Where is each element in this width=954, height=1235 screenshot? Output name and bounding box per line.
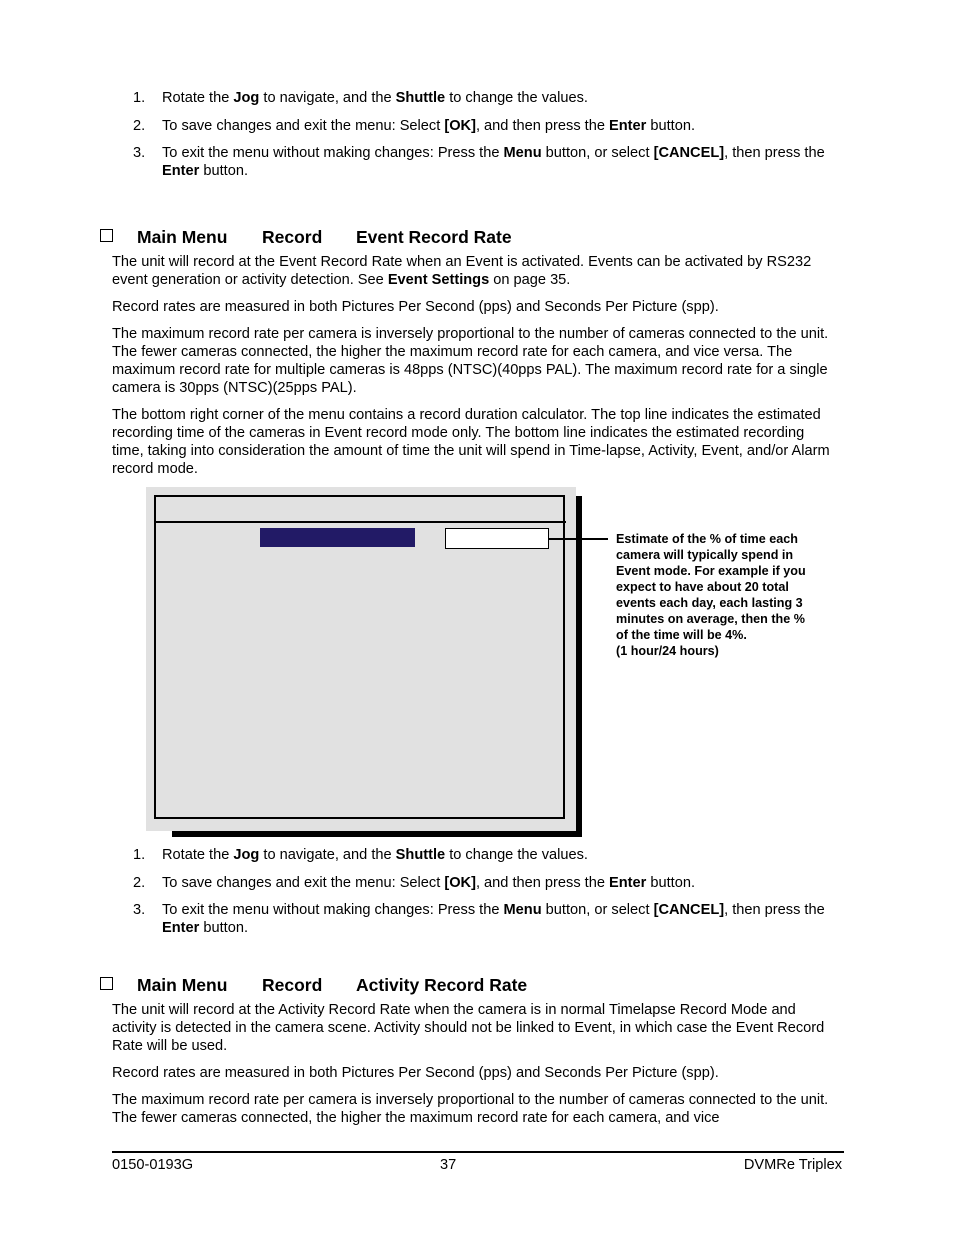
text-run: To exit the menu without making changes: Press the: [162, 902, 504, 918]
callout-line-text: (1 hour/24 hours): [616, 644, 719, 658]
step-item: [112, 117, 832, 135]
checkbox-bullet-icon: [100, 229, 113, 242]
callout-line-text: Event mode. For example if you: [616, 564, 806, 578]
footer-doc-number: 0150-0193G: [112, 1157, 194, 1173]
text-run: Rotate the: [162, 847, 234, 863]
callout-line-text: events each day, each lasting 3: [616, 596, 803, 610]
step-number: 2.: [133, 117, 146, 134]
bold-term: Shuttle: [395, 90, 446, 106]
paragraph: [112, 1091, 832, 1127]
heading-record: Record: [262, 975, 323, 995]
text-run: , and then press the: [475, 117, 610, 134]
bold-term: Enter: [162, 163, 200, 179]
steps-bottom: [112, 846, 832, 947]
text-run: The unit will record at the Activity Record Rate when the camera is in normal Timelapse Record Mode and activity is detected in the camera scene. Activity should not be linked to Event, in which case the Event Record Rate will be used.: [112, 1002, 825, 1054]
bold-term: Enter: [162, 920, 200, 936]
callout-line-text: expect to have about 20 total: [616, 580, 789, 594]
checkbox-bullet-icon: [100, 977, 113, 990]
steps-top: [112, 89, 832, 190]
text-run: button.: [199, 163, 248, 179]
text-run: to navigate, and the: [259, 90, 396, 106]
heading-main-menu: Main Menu: [137, 227, 228, 247]
menu-title-divider: [154, 521, 566, 523]
text-run: The maximum record rate per camera is inversely proportional to the number of cameras connected to the unit. The fewer cameras connected, the higher the maximum record rate for each camera, and vice versa. The maximum record rate for multiple cameras is 48pps (NTSC)(40pps PAL). The maximum record rate for a single camera is 30pps (NTSC)(25pps PAL).: [112, 326, 829, 396]
step-item: [112, 144, 832, 180]
text-run: The unit will record at the Event Record Rate when an Event is activated. Events can be activated by RS232 event generation or activity detection. See: [112, 254, 812, 288]
menu-screenshot-shadow: [576, 496, 582, 836]
section-heading-activity-record-rate: [100, 974, 527, 996]
paragraph: [112, 325, 832, 397]
text-run: To save changes and exit the menu: Select: [162, 117, 445, 134]
text-run: button.: [646, 874, 696, 891]
text-run: To save changes and exit the menu: Select: [162, 874, 445, 891]
text-run: to navigate, and the: [259, 847, 396, 863]
paragraph: [112, 298, 832, 316]
callout-line-text: minutes on average, then the %: [616, 612, 805, 626]
text-run: , then press the: [724, 145, 825, 161]
bold-term: Enter: [609, 117, 647, 134]
callout-line-text: of the time will be 4%.: [616, 628, 747, 642]
text-run: Record rates are measured in both Pictures Per Second (pps) and Seconds Per Picture (spp).: [112, 299, 719, 315]
bold-term: Menu: [503, 145, 542, 161]
text-run: on page 35.: [489, 272, 571, 288]
bold-term: Enter: [609, 874, 647, 891]
callout-line-text: camera will typically spend in: [616, 548, 794, 562]
bold-term: Jog: [233, 90, 260, 106]
paragraph: [112, 406, 832, 478]
text-run: To exit the menu without making changes: Press the: [162, 145, 504, 161]
step-number: 3.: [133, 902, 146, 918]
step-item: [112, 846, 832, 864]
paragraph: [112, 253, 832, 289]
text-run: to change the values.: [445, 90, 588, 106]
bold-term: [CANCEL]: [653, 902, 725, 918]
text-run: The maximum record rate per camera is inversely proportional to the number of cameras connected to the unit. The fewer cameras connected, the higher the maximum record rate for each camera, and vice: [112, 1092, 829, 1126]
bold-term: [CANCEL]: [653, 145, 725, 161]
step-number: 1.: [133, 90, 146, 106]
footer-rule: [112, 1151, 844, 1153]
heading-activity-record-rate: Activity Record Rate: [356, 975, 528, 995]
callout-leader-line: [549, 538, 608, 540]
text-run: button.: [199, 920, 248, 936]
step-item: [112, 874, 832, 892]
bold-term: Shuttle: [395, 847, 446, 863]
text-run: Rotate the: [162, 90, 234, 106]
step-item: [112, 89, 832, 107]
menu-percent-field: [445, 528, 549, 549]
text-run: The bottom right corner of the menu contains a record duration calculator. The top line indicates the estimated recording time of the cameras in Event record mode only. The bottom line indicates the estimated recording time, taking into consideration the amount of time the unit will spend in Time-lapse, Activity, Event, and/or Alarm record mode.: [112, 407, 830, 477]
bold-term: Event Settings: [387, 272, 490, 288]
text-run: button, or select: [541, 145, 654, 161]
text-run: button, or select: [541, 902, 654, 918]
text-run: , then press the: [724, 902, 825, 918]
text-run: , and then press the: [475, 874, 610, 891]
callout-note: [616, 531, 841, 659]
step-number: 3.: [133, 145, 146, 161]
menu-screenshot-shadow: [172, 831, 582, 837]
heading-event-record-rate: Event Record Rate: [356, 227, 512, 247]
paragraph: [112, 1001, 832, 1055]
text-run: button.: [646, 117, 696, 134]
heading-record: Record: [262, 227, 323, 247]
bold-term: Jog: [233, 847, 260, 863]
paragraph: [112, 1064, 832, 1082]
menu-highlight-bar: [260, 528, 415, 547]
callout-line-text: Estimate of the % of time each: [616, 532, 798, 546]
bold-term: [OK]: [444, 117, 476, 134]
text-run: to change the values.: [445, 847, 588, 863]
step-item: [112, 901, 832, 937]
heading-main-menu: Main Menu: [137, 975, 228, 995]
footer-product: DVMRe Triplex: [743, 1157, 842, 1173]
step-number: 2.: [133, 874, 146, 891]
step-number: 1.: [133, 847, 146, 863]
section-heading-event-record-rate: [100, 226, 512, 248]
text-run: Record rates are measured in both Pictures Per Second (pps) and Seconds Per Picture (spp).: [112, 1065, 719, 1081]
bold-term: [OK]: [444, 874, 476, 891]
footer-page-number: 37: [440, 1157, 457, 1173]
bold-term: Menu: [503, 902, 542, 918]
